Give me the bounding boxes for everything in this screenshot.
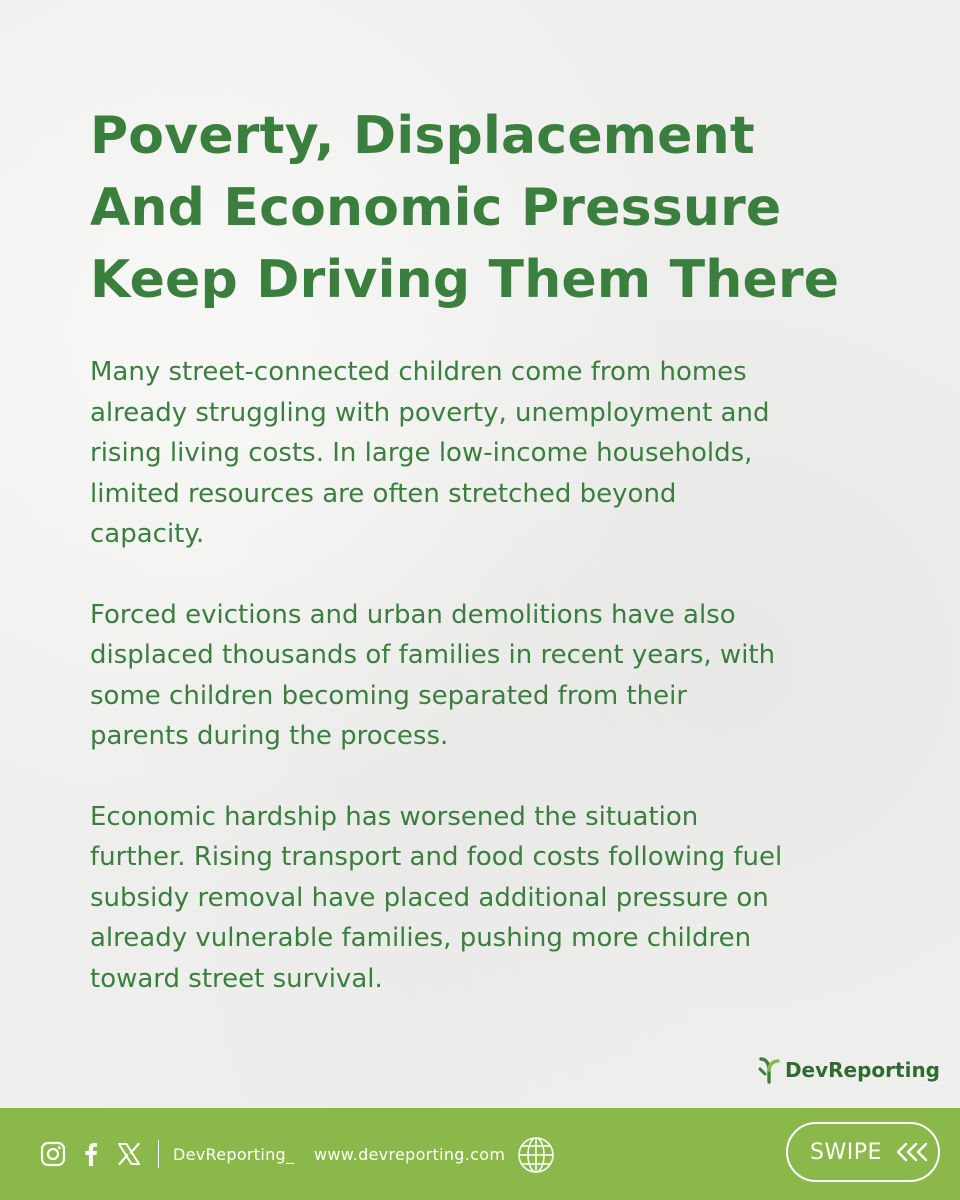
brand-logo xyxy=(757,1055,940,1085)
x-icon[interactable] xyxy=(116,1141,142,1167)
social-links xyxy=(40,1136,294,1172)
article-body xyxy=(90,352,890,999)
facebook-icon[interactable] xyxy=(78,1141,104,1167)
paragraph-displacement xyxy=(90,595,890,757)
paragraph-poverty xyxy=(90,352,890,555)
footer-divider xyxy=(158,1140,159,1168)
headline-line: And Economic Pressure xyxy=(90,178,782,238)
swipe-label: SWIPE xyxy=(810,1139,882,1165)
website-url[interactable]: www.devreporting.com xyxy=(314,1144,506,1164)
text-line: toward street survival. xyxy=(90,963,383,994)
text-line: subsidy removal have placed additional pressure on xyxy=(90,882,769,913)
instagram-icon[interactable] xyxy=(40,1141,66,1167)
website-link[interactable] xyxy=(314,1136,505,1172)
article-content xyxy=(90,100,890,1039)
text-line: parents during the process. xyxy=(90,721,449,751)
social-handle[interactable]: DevReporting_ xyxy=(173,1144,295,1164)
globe-icon[interactable] xyxy=(516,1135,556,1175)
headline-line: Poverty, Displacement xyxy=(90,106,755,166)
headline xyxy=(90,100,890,316)
headline-line: Keep Driving Them There xyxy=(90,250,840,310)
text-line: rising living costs. In large low-income households, xyxy=(90,438,753,468)
text-line: some children becoming separated from their xyxy=(90,680,688,711)
paragraph-economic xyxy=(90,797,890,1000)
text-line: Forced evictions and urban demolitions have also xyxy=(90,599,736,630)
chevrons-left-icon xyxy=(896,1142,930,1162)
text-line: further. Rising transport and food costs following fuel xyxy=(90,842,783,872)
text-line: limited resources are often stretched beyond xyxy=(90,478,677,509)
swipe-button[interactable] xyxy=(786,1122,940,1182)
text-line: Many street-connected children come from homes xyxy=(90,357,747,387)
devreporting-logo-icon xyxy=(757,1055,781,1085)
text-line: displaced thousands of families in recent years, with xyxy=(90,640,776,670)
brand-name: DevReporting xyxy=(784,1058,940,1082)
footer-bar xyxy=(0,1108,960,1200)
text-line: capacity. xyxy=(90,519,205,549)
text-line: already vulnerable families, pushing more children xyxy=(90,923,752,953)
text-line: Economic hardship has worsened the situation xyxy=(90,801,699,832)
text-line: already struggling with poverty, unemployment and xyxy=(90,397,770,428)
